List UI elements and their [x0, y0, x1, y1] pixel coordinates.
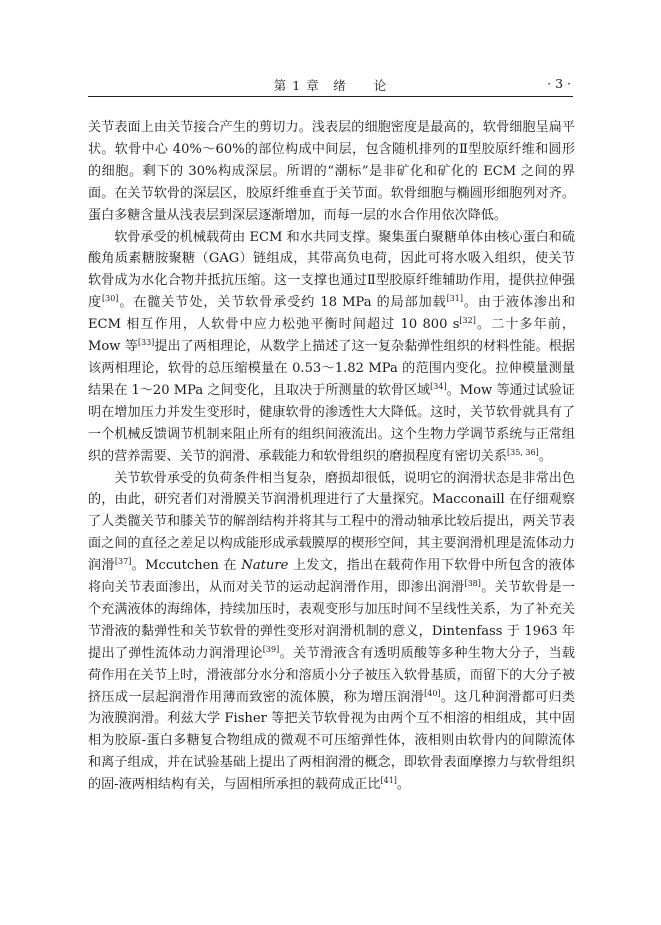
text-run: 。 [396, 777, 411, 793]
citation-ref: [34] [430, 381, 447, 391]
paragraph-3 [88, 468, 575, 797]
paragraph-1 [88, 117, 575, 227]
text-run: 。在髋关节处，关节软骨承受约 18 MPa 的局部加载 [118, 295, 447, 311]
text-run: 。 [538, 448, 552, 464]
text-run: 。Mow 等通过试验证明在增加压力并发生变形时，健康软骨的渗透性大大降低。这时，关节软骨就具有了一个机械反馈调节机制来阻止所有的组织间液流出。这个生物力学调节系统与正常组织的营养需要、关节的润滑、承载能力和软骨组织的磨损程度有密切关系 [88, 382, 575, 464]
running-header [88, 74, 573, 97]
citation-ref: [39] [262, 644, 280, 654]
citation-ref: [37] [114, 557, 132, 567]
text-run: 。关节滑液含有透明质酸等多种生物大分子，当载荷作用在关节上时，滑液部分水分和溶质小分子被压入软骨基质，而留下的大分子被挤压成一层起润滑作用薄而致密的流体膜，称为增压润滑 [88, 645, 576, 705]
citation-ref: [30] [102, 294, 119, 304]
body-text [88, 117, 575, 796]
text-run: 。关节软骨是一个充满液体的海绵体，持续加压时，表观变形与加压时间不呈线性关系，为了补充关节滑液的黏弹性和关节软骨的弹性变形对润滑机制的意义，Dintenfass 于 1963 年提出了弹性流体动力润滑理论 [88, 580, 576, 661]
citation-ref: [41] [380, 776, 397, 786]
chapter-title: 第 1 章 绪 论 [273, 78, 388, 93]
text-run: 。二十多年前，Mow 等 [88, 317, 575, 355]
page-number: · 3 · [547, 76, 571, 91]
text-run: 软骨承受的机械载荷由 ECM 和水共同支撑。聚集蛋白聚糖单体由核心蛋白和硫酸角质素糖胺聚糖（GAG）链组成，其带高负电荷，因此可将水吸入组织，使关节软骨成为水化合物并抵抗压缩。这一支撑也通过Ⅱ型胶原纤维辅助作用，提供拉伸强度 [88, 229, 575, 311]
italic-text: Nature [241, 558, 289, 574]
citation-ref: [38] [464, 579, 481, 589]
text-run: 关节软骨承受的负荷条件相当复杂，磨损却很低，说明它的润滑状态是非常出色的，由此，研究者们对滑膜关节润滑机理进行了大量探究。Macconaill 在仔细观察了人类髋关节和膝关节的解剖结构并将其与工程中的滑动轴承比较后提出，两关节表面之间的直径之差足以构成能形成承载膜厚的楔形空间，其主要润滑机理是流体动力润滑 [88, 470, 575, 574]
citation-ref: [33] [137, 338, 155, 348]
citation-ref: [40] [424, 688, 441, 698]
text-run: 提出了两相理论，从数学上描述了这一复杂黏弹性组织的材料性能。根据该两相理论，软骨的总压缩模量在 0.53～1.82 MPa 的范围内变化。拉伸模量测量结果在 1～20 MPa 之间变化，且取决于所测量的软骨区域 [88, 339, 576, 398]
citation-ref: [32] [459, 316, 476, 326]
paragraph-2 [88, 227, 575, 468]
text-run: 。Mccutchen 在 [131, 558, 242, 574]
text-run: 上发文，指出在载荷作用下软骨中所包含的液体将向关节表面渗出，从而对关节的运动起润滑作用，即渗出润滑 [88, 558, 575, 596]
citation-ref: [31] [446, 294, 464, 304]
citation-ref: [35, 36] [507, 447, 539, 457]
text-run: 关节表面上由关节接合产生的剪切力。浅表层的细胞密度是最高的，软骨细胞呈扁平状。软骨中心 40%～60%的部位构成中间层，包含随机排列的Ⅱ型胶原纤维和圆形的细胞。剩下的 30%构成深层。所谓的“潮标”是非矿化和矿化的 ECM 之间的界面。在关节软骨的深层区，胶原纤维垂直于关节面。软骨细胞与椭圆形细胞列对齐。蛋白多糖含量从浅表层到深层逐渐增加，而每一层的水合作用依次降低。 [88, 120, 575, 223]
text-run: 。由于液体渗出和 ECM 相互作用，人软骨中应力松弛平衡时间超过 10 800 s [88, 295, 575, 333]
text-run: 。这几种润滑都可归类为液膜润滑。利兹大学 Fisher 等把关节软骨视为由两个互不相溶的相组成，其中固相为胶原-蛋白多糖复合物组成的微观不可压缩弹性体，液相则由软骨内的间隙流体和离子组成，并在试验基础上提出了两相润滑的概念，即软骨表面摩擦力与软骨组织的固-液两相结构有关，与固相所承担的载荷成正比 [88, 689, 576, 793]
